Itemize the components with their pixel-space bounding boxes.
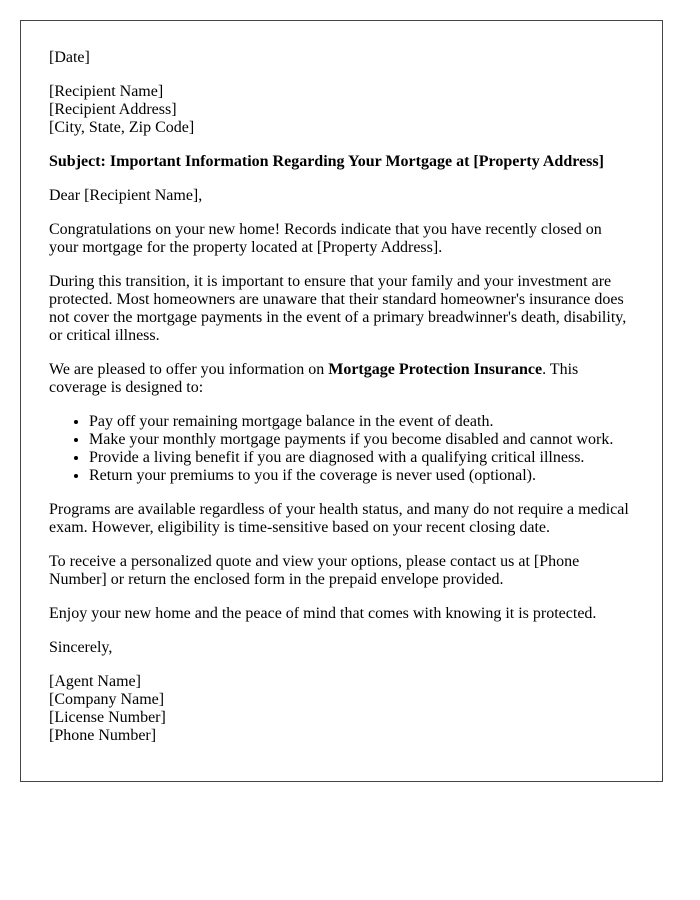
benefit-item: • Make your monthly mortgage payments if you become disabled and cannot work. — [89, 431, 634, 449]
benefit-item: • Provide a living benefit if you are diagnosed with a qualifying critical illness. — [89, 449, 634, 467]
phone-number: [Phone Number] — [49, 727, 157, 744]
benefit-item: • Pay off your remaining mortgage balance in the event of death. — [89, 413, 634, 431]
paragraph-eligibility: Programs are available regardless of your health status, and many do not require a medical exam. However, eligibility is time-sensitive based on your recent closing date. — [49, 501, 629, 536]
agent-name: [Agent Name] — [49, 673, 141, 690]
company-name: [Company Name] — [49, 691, 165, 708]
recipient-name: [Recipient Name] — [49, 83, 164, 100]
offer-text-after: . This coverage is designed to: — [49, 361, 579, 396]
paragraph-offer — [49, 361, 634, 397]
recipient-block — [49, 83, 634, 137]
closing: Sincerely, — [49, 639, 113, 656]
subject-line — [49, 153, 634, 171]
paragraph-contact: To receive a personalized quote and view your options, please contact us at [Phone Number] or return the enclosed form in the prepaid envelope provided. — [49, 553, 580, 588]
benefit-item: • Return your premiums to you if the coverage is never used (optional). — [89, 467, 634, 485]
paragraph-congratulations: Congratulations on your new home! Records indicate that you have recently closed on your mortgage for the property located at [Property Address]. — [49, 221, 602, 256]
signature-block — [49, 673, 634, 745]
recipient-address: [Recipient Address] — [49, 101, 177, 118]
license-number: [License Number] — [49, 709, 166, 726]
product-name: Mortgage Protection Insurance — [328, 361, 543, 378]
benefits-list — [49, 413, 634, 485]
recipient-city-state-zip: [City, State, Zip Code] — [49, 119, 195, 136]
letter — [20, 20, 663, 782]
date: [Date] — [49, 49, 90, 66]
offer-text-before: We are pleased to offer you information on — [49, 361, 329, 378]
subject-text: Subject: Important Information Regarding Your Mortgage at [Property Address] — [49, 153, 604, 170]
salutation: Dear [Recipient Name], — [49, 187, 203, 204]
paragraph-transition: During this transition, it is important to ensure that your family and your investment are protected. Most homeowners are unaware that their standard homeowner's insurance does not cover the mortgage payments in the event of a primary breadwinner's death, disability, or critical illness. — [49, 273, 627, 344]
paragraph-enjoy: Enjoy your new home and the peace of mind that comes with knowing it is protected. — [49, 605, 597, 622]
